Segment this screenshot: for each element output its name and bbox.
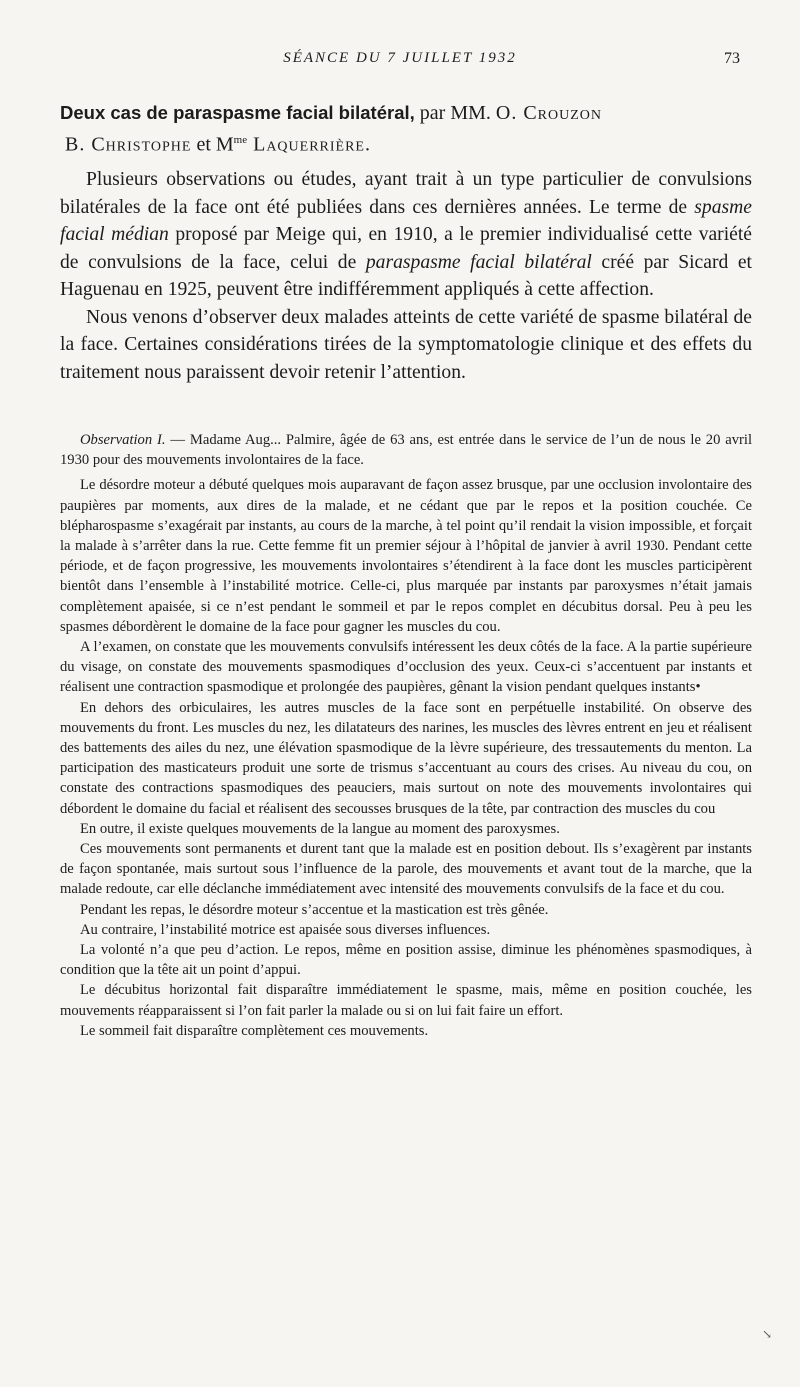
observation-paragraph-11: Le sommeil fait disparaître complètement ces mouvements. <box>80 1022 429 1039</box>
author-crouzon: O. Crouzon <box>495 102 603 124</box>
observation-section <box>60 430 752 1041</box>
observation-paragraph-8: Au contraire, l’instabilité motrice est apaisée sous diverses influences. <box>80 921 491 938</box>
observation-paragraph-2: Le désordre moteur a débuté quelques mois auparavant de façon assez brusque, par une occlusion involontaire des paupières par moments, aux dires de la malade, et ne cédant que par le repos et la position couchée. Ce blépharospasme s’exagérait par instants, au cours de la marche, à tel point qu’il rendait la vision impossible, et forçait la malade à s’arrêter dans la rue. Cette femme fit un premier séjour à l’hôpital de janvier à avril 1930. Pendant cette période, et de façon progressive, les mouvements involontaires s’étendirent à la face dont les muscles participèrent bientôt dans l’ensemble à l’instabilité motrice. Celle-ci, plus marquée par instants par paroxysmes n’était jamais complètement apaisée, si ce n’est pendant le sommeil et par le repos complet en décubitus dorsal. Peu à peu les spasmes débordèrent le domaine de la face pour gagner les muscles du cou. <box>60 477 752 635</box>
observation-paragraph-9: La volonté n’a que peu d’action. Le repos, même en position assise, diminue les phénomènes spasmodiques, à condition que la tête ait un point d’appui. <box>60 942 752 979</box>
page-header <box>60 50 740 72</box>
observation-p1-text: — Madame Aug... Palmire, âgée de 63 ans, est entrée dans le service de l’un de nous le 20 avril 1930 pour des mouvements involontaires de la face. <box>60 432 752 469</box>
running-title: SÉANCE DU 7 JUILLET 1932 <box>283 50 517 66</box>
title-mme-sup: me <box>233 134 248 146</box>
observation-paragraph-4: En dehors des orbiculaires, les autres muscles de la face sont en perpétuelle instabilité. On observe des mouvements du front. Les muscles du nez, les dilatateurs des narines, les muscles des lèvres entrent en jeu et réalisent des battements des ailes du nez, une élévation spasmodique de la lèvre supérieure, des tressautements du menton. La participation des masticateurs produit une sorte de trismus s’accentuant au cours des crises. Au niveau du cou, on constate des contractions spasmodiques des peauciers, mais surtout on note des mouvements involontaires qui débordent le domaine du facial et réalisent des secousses brusques de la tête, par contraction des muscles du cou <box>60 699 752 817</box>
term-paraspasme-facial: paraspasme facial bilatéral <box>365 251 592 273</box>
observation-paragraph-1 <box>60 430 752 470</box>
page-number: 73 <box>724 50 740 67</box>
term-spasme-facial-median: spasme facial médian <box>60 196 752 245</box>
observation-paragraph-7: Pendant les repas, le désordre moteur s’accentue et la mastication est très gênée. <box>80 901 549 918</box>
title-et: et M <box>191 133 234 156</box>
intro-text-a: Plusieurs observations ou études, ayant trait à un type particulier de convulsions bilatérales de la face ont été publiées dans ces dernières années. Le terme de <box>60 169 752 218</box>
observation-paragraph-10: Le décubitus horizontal fait disparaître immédiatement le spasme, mais, même en position couchée, les mouvements réapparaissent si l’on fait parler la malade ou si on lui fait faire un effort. <box>60 982 752 1019</box>
observation-label: Observation I. <box>80 432 166 448</box>
observation-paragraph-6: Ces mouvements sont permanents et durent tant que la malade est en position debout. Ils s’exagèrent par instants de façon spontanée, mais surtout sous l’influence de la parole, des mouvements et avant tout de la marche, que la malade redoute, car elle déclanche immédiatement avec intensité des mouvements convulsifs de la face et du cou. <box>60 841 752 898</box>
intro-section <box>60 166 752 386</box>
intro-text-b: proposé par Meige qui, en 1910, a le premier individualisé cette variété de convulsions de la face, celui de <box>60 224 752 273</box>
title-text: Deux cas de paraspasme facial bilatéral, <box>60 102 415 123</box>
title-line-2 <box>60 127 752 159</box>
observation-paragraph-3: A l’examen, on constate que les mouvements convulsifs intéressent les deux côtés de la face. A la partie supérieure du visage, on constate des mouvements spasmodiques d’occlusion des yeux. Ceux-ci s’accentuent par instants et réalisent une contraction spasmodique et prolongée des paupières, gênant la vision pendant quelques instants• <box>60 639 752 696</box>
intro-text-c: créé par Sicard et Haguenau en 1925, peuvent être indifféremment appliqués à cette affection. <box>60 251 752 300</box>
intro-paragraph-2: Nous venons d’observer deux malades atteints de cette variété de spasme bilatéral de la face. Certaines considérations tirées de la symptomatologie clinique et des effets du traitement nous paraissent devoir retenir l’attention. <box>60 306 752 383</box>
corner-mark: ↘ <box>762 1327 773 1341</box>
author-christophe: B. Christophe <box>65 133 192 156</box>
article-title <box>60 99 752 159</box>
author-laquerriere: Laquerrière. <box>247 133 371 156</box>
title-par: par MM. <box>414 102 496 124</box>
observation-paragraph-5: En outre, il existe quelques mouvements de la langue au moment des paroxysmes. <box>80 820 560 837</box>
intro-paragraph-1 <box>60 166 752 304</box>
